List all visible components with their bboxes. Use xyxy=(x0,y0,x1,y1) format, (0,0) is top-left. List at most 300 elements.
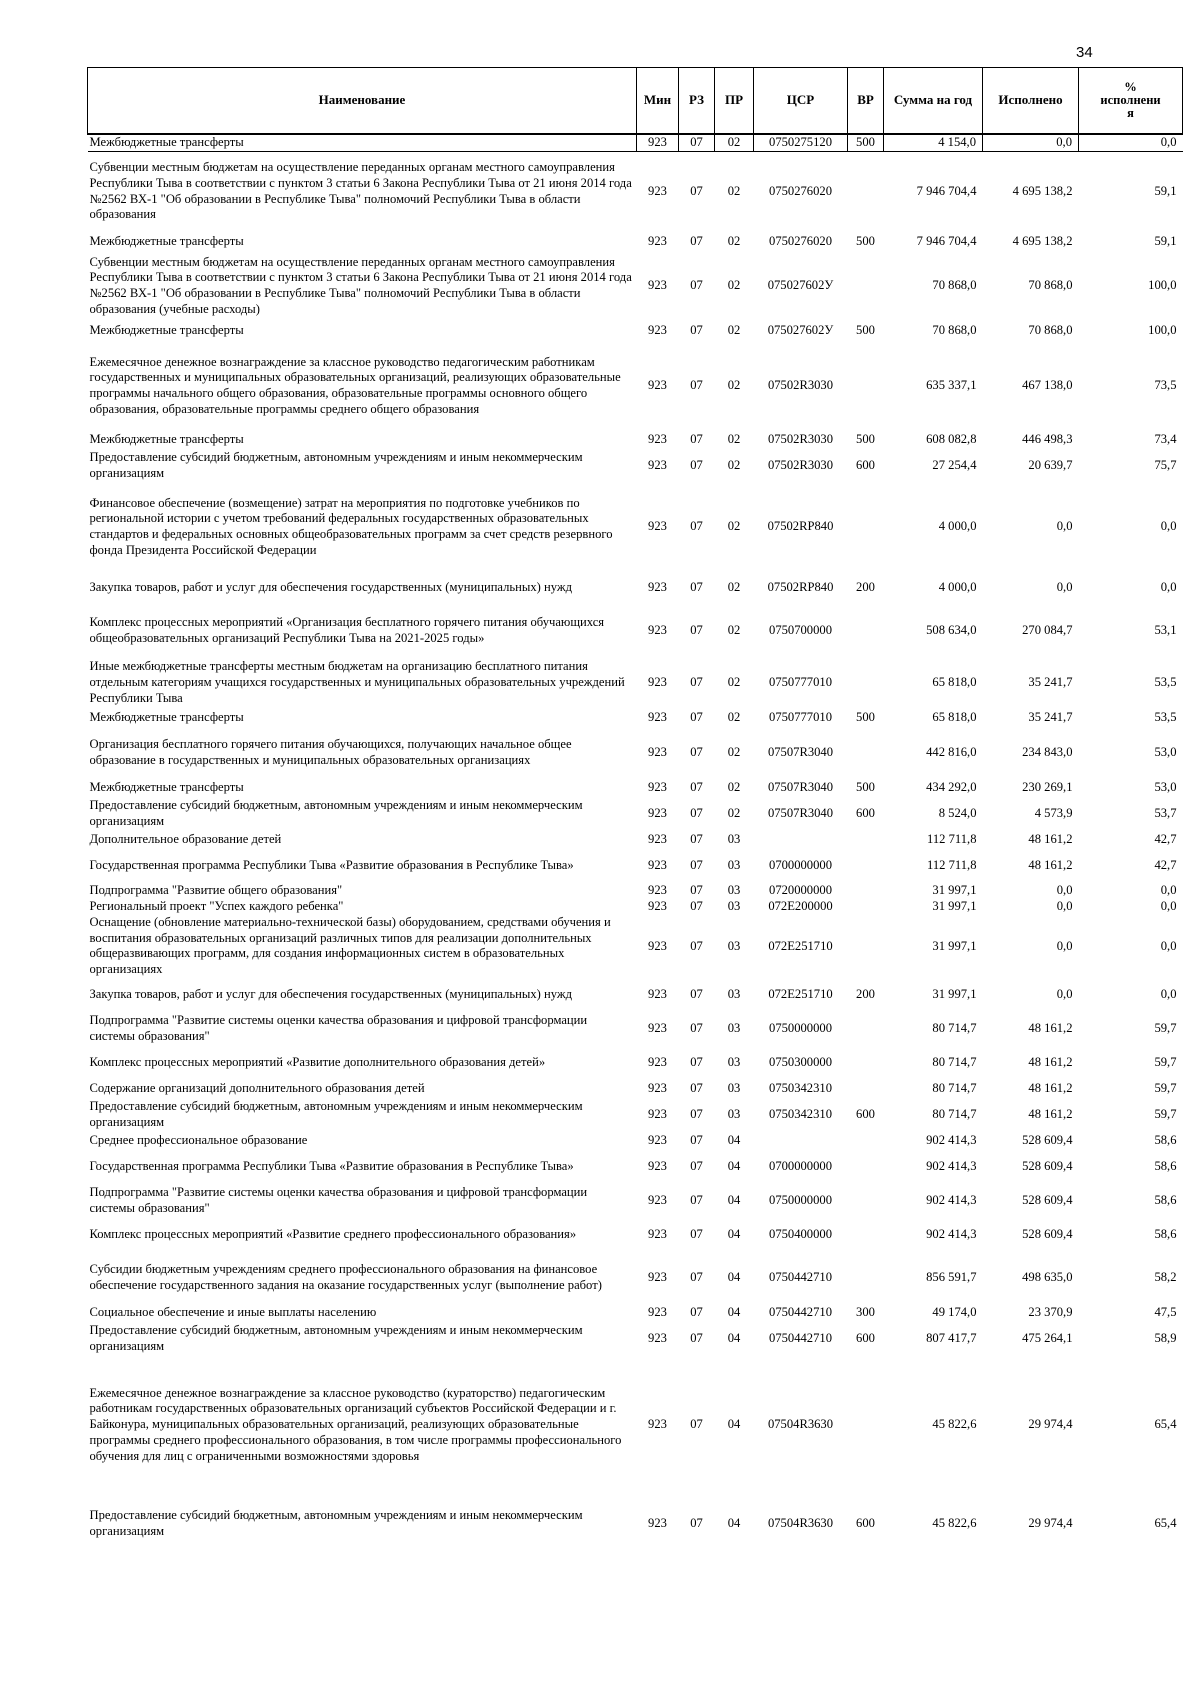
cell-rz: 07 xyxy=(690,899,703,914)
cell-sum: 112 711,8 xyxy=(927,832,977,847)
cell-rz: 07 xyxy=(690,458,703,473)
cell-pct: 53,0 xyxy=(1154,745,1177,760)
cell-min: 923 xyxy=(648,938,667,953)
cell-vr xyxy=(848,152,884,232)
cell-sum: 442 816,0 xyxy=(926,745,977,760)
cell-rz: 07 xyxy=(690,1107,703,1122)
cell-pct: 53,7 xyxy=(1154,806,1177,821)
cell-name: Дополнительное образование детей xyxy=(89,832,282,847)
table-body xyxy=(88,134,1183,1554)
cell-pr: 03 xyxy=(727,883,741,898)
cell-min: 923 xyxy=(648,623,667,638)
table-row xyxy=(88,449,1183,483)
cell-rz: 07 xyxy=(690,1516,703,1531)
cell-pct: 58,6 xyxy=(1154,1193,1177,1208)
cell-name: Предоставление субсидий бюджетным, автономным учреждениям и иным некоммерческим организациям xyxy=(89,1508,583,1538)
cell-vr: 500 xyxy=(848,134,884,152)
table-row xyxy=(88,320,1183,342)
header-name: Наименование xyxy=(88,68,637,135)
cell-min: 923 xyxy=(648,1133,667,1148)
table-row xyxy=(88,152,1183,232)
header-pct-line2: исполнени xyxy=(1100,92,1161,107)
cell-pr: 02 xyxy=(727,623,741,638)
cell-csr: 0750342310 xyxy=(769,1081,832,1096)
header-min: Мин xyxy=(637,68,679,135)
cell-min: 923 xyxy=(648,987,667,1002)
header-sum: Сумма на год xyxy=(884,68,983,135)
cell-pr: 02 xyxy=(727,278,741,293)
table-row xyxy=(88,849,1183,883)
cell-csr: 0750442710 xyxy=(769,1305,832,1320)
cell-name: Ежемесячное денежное вознаграждение за классное руководство педагогическим работникам государственных и муниципальных образовательных организаций, реализующих образовательные программы начального общего образования, образовательные программы основного общего образования, образовательные программы среднего общего образования xyxy=(89,354,621,416)
cell-vr xyxy=(848,1184,884,1218)
cell-sum: 8 524,0 xyxy=(938,806,977,821)
table-row xyxy=(88,899,1183,915)
cell-rz: 07 xyxy=(690,580,703,595)
cell-min: 923 xyxy=(648,710,667,725)
cell-sum: 65 818,0 xyxy=(932,675,977,690)
cell-rz: 07 xyxy=(690,519,703,534)
cell-name: Государственная программа Республики Тыва «Развитие образования в Республике Тыва» xyxy=(89,858,574,873)
cell-sum: 508 634,0 xyxy=(926,623,977,638)
cell-pct: 58,6 xyxy=(1154,1159,1177,1174)
cell-csr: 075027602У xyxy=(767,278,834,293)
table-row xyxy=(88,342,1183,430)
cell-rz: 07 xyxy=(690,832,703,847)
cell-done: 467 138,0 xyxy=(1022,378,1073,393)
cell-min: 923 xyxy=(648,378,667,393)
table-row xyxy=(88,1012,1183,1046)
cell-sum: 80 714,7 xyxy=(932,1081,977,1096)
cell-done: 0,0 xyxy=(983,134,1079,152)
cell-name: Государственная программа Республики Тыва «Развитие образования в Республике Тыва» xyxy=(89,1159,574,1174)
cell-sum: 902 414,3 xyxy=(926,1159,977,1174)
cell-sum: 608 082,8 xyxy=(926,431,977,446)
cell-name: Оснащение (обновление материально-технической базы) оборудованием, средствами обучения и воспитания образовательных организаций различных типов для реализации дополнительных общеразвивающих программ, для создания информационных систем в образовательных организациях xyxy=(89,915,611,977)
cell-rz: 07 xyxy=(690,623,703,638)
table-row xyxy=(88,1218,1183,1252)
cell-done: 0,0 xyxy=(1056,938,1073,953)
cell-sum: 807 417,7 xyxy=(926,1331,977,1346)
cell-csr: 0750442710 xyxy=(769,1270,832,1285)
cell-rz: 07 xyxy=(690,675,703,690)
table-row xyxy=(88,231,1183,252)
cell-csr: 072E251710 xyxy=(768,987,833,1002)
cell-done: 528 609,4 xyxy=(1022,1133,1073,1148)
cell-csr: 0750777010 xyxy=(769,710,832,725)
cell-done: 4 695 138,2 xyxy=(1012,233,1073,248)
cell-vr: 500 xyxy=(856,323,875,338)
cell-rz: 07 xyxy=(690,183,703,198)
cell-pct: 0,0 xyxy=(1160,883,1177,898)
cell-name: Предоставление субсидий бюджетным, автономным учреждениям и иным некоммерческим организациям xyxy=(89,450,583,480)
cell-name: Субвенции местным бюджетам на осуществление переданных органам местного самоуправления Республики Тыва в соответствии с пунктом 3 статьи 6 Закона Республики Тыва от 21 июня 2014 года №2562 ВХ-1 "Об образовании в Республике Тыва" полномочий Республики Тыва в области образования (учебные расходы) xyxy=(89,254,632,316)
cell-min: 923 xyxy=(648,858,667,873)
cell-done: 475 264,1 xyxy=(1022,1331,1073,1346)
cell-sum: 70 868,0 xyxy=(932,323,977,338)
cell-pct: 58,9 xyxy=(1154,1331,1177,1346)
cell-name: Межбюджетные трансферты xyxy=(89,710,244,725)
cell-rz: 07 xyxy=(690,883,703,898)
cell-pr: 02 xyxy=(727,378,741,393)
cell-done: 230 269,1 xyxy=(1022,780,1073,795)
cell-vr xyxy=(848,727,884,779)
cell-pr: 04 xyxy=(727,1305,741,1320)
cell-name: Субсидии бюджетным учреждениям среднего профессионального образования на финансовое обеспечение государственного задания на оказание государственных услуг (выполнение работ) xyxy=(89,1262,602,1292)
cell-name: Региональный проект "Успех каждого ребенка" xyxy=(89,899,344,914)
cell-csr: 07504R3630 xyxy=(767,1417,834,1432)
cell-pct: 0,0 xyxy=(1160,899,1177,914)
table-row xyxy=(88,430,1183,449)
cell-sum: 434 292,0 xyxy=(926,780,977,795)
table-row xyxy=(88,1356,1183,1494)
cell-min: 923 xyxy=(648,832,667,847)
cell-vr xyxy=(848,605,884,657)
cell-min: 923 xyxy=(648,899,667,914)
table-row xyxy=(88,1304,1183,1322)
table-row xyxy=(88,1132,1183,1150)
cell-name: Комплекс процессных мероприятий «Развитие среднего профессионального образования» xyxy=(89,1227,577,1242)
cell-pr: 03 xyxy=(727,1055,741,1070)
cell-pct: 0,0 xyxy=(1160,580,1177,595)
cell-vr: 600 xyxy=(856,1516,875,1531)
cell-pr: 02 xyxy=(715,134,754,152)
cell-sum: 112 711,8 xyxy=(927,858,977,873)
cell-pr: 04 xyxy=(727,1133,741,1148)
cell-pr: 04 xyxy=(727,1417,741,1432)
cell-rz: 07 xyxy=(690,233,703,248)
cell-pct: 59,1 xyxy=(1154,233,1177,248)
cell-vr: 600 xyxy=(856,1107,875,1122)
cell-sum: 4 154,0 xyxy=(884,134,983,152)
cell-sum: 49 174,0 xyxy=(932,1305,977,1320)
cell-name: Межбюджетные трансферты xyxy=(88,134,637,152)
cell-pr: 03 xyxy=(727,1081,741,1096)
cell-done: 0,0 xyxy=(1056,987,1073,1002)
cell-name: Подпрограмма "Развитие системы оценки качества образования и цифровой трансформации системы образования" xyxy=(89,1185,588,1215)
cell-csr: 07507R3040 xyxy=(767,745,834,760)
cell-pr: 03 xyxy=(727,858,741,873)
cell-rz: 07 xyxy=(690,1133,703,1148)
cell-pr: 04 xyxy=(727,1331,741,1346)
cell-done: 48 161,2 xyxy=(1028,1107,1073,1122)
cell-pct: 42,7 xyxy=(1154,858,1177,873)
cell-csr: 0750400000 xyxy=(769,1227,832,1242)
cell-pr: 02 xyxy=(727,519,741,534)
cell-csr: 07502R3030 xyxy=(767,431,834,446)
cell-rz: 07 xyxy=(690,1159,703,1174)
cell-min: 923 xyxy=(637,134,679,152)
cell-min: 923 xyxy=(648,183,667,198)
header-csr: ЦСР xyxy=(754,68,848,135)
table-row xyxy=(88,779,1183,797)
cell-name: Комплекс процессных мероприятий «Организация бесплатного горячего питания обучающихся общеобразовательных организаций Республики Тыва на 2021-2025 годы» xyxy=(89,615,605,645)
cell-pct: 53,0 xyxy=(1154,780,1177,795)
cell-min: 923 xyxy=(648,431,667,446)
cell-pct: 59,7 xyxy=(1154,1021,1177,1036)
cell-pr: 03 xyxy=(727,899,741,914)
table-row xyxy=(88,134,1183,152)
cell-name: Межбюджетные трансферты xyxy=(89,431,244,446)
cell-pct: 75,7 xyxy=(1154,458,1177,473)
cell-sum: 70 868,0 xyxy=(932,278,977,293)
cell-pct: 0,0 xyxy=(1160,938,1177,953)
header-done: Исполнено xyxy=(983,68,1079,135)
table-header-row xyxy=(88,68,1183,135)
cell-min: 923 xyxy=(648,323,667,338)
cell-min: 923 xyxy=(648,278,667,293)
cell-pr: 04 xyxy=(727,1159,741,1174)
cell-vr xyxy=(848,1252,884,1304)
cell-csr: 075027602У xyxy=(767,323,834,338)
cell-sum: 45 822,6 xyxy=(932,1516,977,1531)
cell-csr xyxy=(754,831,848,849)
table-row xyxy=(88,1252,1183,1304)
header-pct-line1: % xyxy=(1124,79,1137,94)
cell-csr xyxy=(754,1132,848,1150)
cell-vr xyxy=(848,849,884,883)
cell-done: 48 161,2 xyxy=(1028,1055,1073,1070)
cell-csr: 07502R3030 xyxy=(767,458,834,473)
cell-csr: 0750777010 xyxy=(769,675,832,690)
cell-sum: 902 414,3 xyxy=(926,1193,977,1208)
cell-done: 528 609,4 xyxy=(1022,1159,1073,1174)
cell-pr: 03 xyxy=(727,987,741,1002)
cell-name: Среднее профессиональное образование xyxy=(89,1133,308,1148)
header-rz: РЗ xyxy=(679,68,715,135)
cell-min: 923 xyxy=(648,1081,667,1096)
cell-sum: 65 818,0 xyxy=(932,710,977,725)
cell-min: 923 xyxy=(648,1021,667,1036)
table-row xyxy=(88,657,1183,709)
cell-pct: 100,0 xyxy=(1148,323,1177,338)
cell-pr: 02 xyxy=(727,458,741,473)
cell-vr xyxy=(848,883,884,899)
cell-csr: 072E200000 xyxy=(768,899,833,914)
cell-csr: 07507R3040 xyxy=(767,806,834,821)
cell-sum: 31 997,1 xyxy=(932,883,977,898)
cell-min: 923 xyxy=(648,806,667,821)
cell-name: Предоставление субсидий бюджетным, автономным учреждениям и иным некоммерческим организациям xyxy=(89,1099,583,1129)
cell-name: Подпрограмма "Развитие общего образования" xyxy=(89,883,343,898)
cell-vr xyxy=(848,1132,884,1150)
cell-rz: 07 xyxy=(690,806,703,821)
cell-pct: 73,5 xyxy=(1154,378,1177,393)
cell-rz: 07 xyxy=(690,378,703,393)
table-row xyxy=(88,571,1183,605)
cell-name: Субвенции местным бюджетам на осуществление переданных органам местного самоуправления Республики Тыва в соответствии с пунктом 3 статьи 6 Закона Республики Тыва от 21 июня 2014 года №2562 ВХ-1 "Об образовании в Республике Тыва" полномочий Республики Тыва в области образования xyxy=(89,160,632,222)
cell-name: Предоставление субсидий бюджетным, автономным учреждениям и иным некоммерческим организациям xyxy=(89,798,583,828)
cell-done: 20 639,7 xyxy=(1028,458,1073,473)
table-row xyxy=(88,483,1183,571)
cell-vr xyxy=(848,252,884,320)
cell-sum: 80 714,7 xyxy=(932,1021,977,1036)
cell-csr: 0750342310 xyxy=(769,1107,832,1122)
cell-done: 70 868,0 xyxy=(1028,278,1073,293)
table-row xyxy=(88,1150,1183,1184)
cell-vr xyxy=(848,483,884,571)
cell-rz: 07 xyxy=(690,1305,703,1320)
cell-pct: 42,7 xyxy=(1154,832,1177,847)
cell-pr: 02 xyxy=(727,233,741,248)
cell-vr: 500 xyxy=(856,431,875,446)
cell-done: 270 084,7 xyxy=(1022,623,1073,638)
cell-rz: 07 xyxy=(690,1331,703,1346)
cell-csr: 0700000000 xyxy=(769,1159,832,1174)
cell-pr: 02 xyxy=(727,745,741,760)
cell-name: Содержание организаций дополнительного образования детей xyxy=(89,1081,425,1096)
cell-sum: 7 946 704,4 xyxy=(916,183,977,198)
cell-rz: 07 xyxy=(690,323,703,338)
cell-done: 498 635,0 xyxy=(1022,1270,1073,1285)
cell-name: Подпрограмма "Развитие системы оценки качества образования и цифровой трансформации системы образования" xyxy=(89,1013,588,1043)
cell-vr: 500 xyxy=(856,233,875,248)
cell-pct: 58,6 xyxy=(1154,1133,1177,1148)
cell-sum: 7 946 704,4 xyxy=(916,233,977,248)
table-row xyxy=(88,797,1183,831)
cell-done: 23 370,9 xyxy=(1028,1305,1073,1320)
cell-csr: 0750276020 xyxy=(769,233,832,248)
table-row xyxy=(88,831,1183,849)
cell-name: Социальное обеспечение и иные выплаты населению xyxy=(89,1305,377,1320)
cell-pct: 59,7 xyxy=(1154,1055,1177,1070)
cell-rz: 07 xyxy=(690,938,703,953)
cell-min: 923 xyxy=(648,1227,667,1242)
cell-sum: 4 000,0 xyxy=(938,519,977,534)
cell-vr xyxy=(848,342,884,430)
cell-name: Комплекс процессных мероприятий «Развитие дополнительного образования детей» xyxy=(89,1055,546,1070)
cell-min: 923 xyxy=(648,1516,667,1531)
cell-csr: 0750300000 xyxy=(769,1055,832,1070)
cell-pct: 73,4 xyxy=(1154,431,1177,446)
cell-pr: 03 xyxy=(727,832,741,847)
cell-pr: 03 xyxy=(727,938,741,953)
cell-pr: 02 xyxy=(727,431,741,446)
cell-min: 923 xyxy=(648,580,667,595)
cell-rz: 07 xyxy=(690,1227,703,1242)
cell-csr: 0750276020 xyxy=(769,183,832,198)
cell-min: 923 xyxy=(648,233,667,248)
cell-done: 70 868,0 xyxy=(1028,323,1073,338)
cell-csr: 0750700000 xyxy=(769,623,832,638)
cell-pr: 02 xyxy=(727,806,741,821)
cell-pr: 02 xyxy=(727,323,741,338)
cell-done: 48 161,2 xyxy=(1028,858,1073,873)
cell-pct: 53,5 xyxy=(1154,675,1177,690)
cell-rz: 07 xyxy=(690,1055,703,1070)
cell-pr: 03 xyxy=(727,1021,741,1036)
cell-min: 923 xyxy=(648,458,667,473)
cell-pr: 03 xyxy=(727,1107,741,1122)
cell-vr xyxy=(848,899,884,915)
cell-pct: 65,4 xyxy=(1154,1417,1177,1432)
cell-vr: 600 xyxy=(856,458,875,473)
cell-csr: 0750000000 xyxy=(769,1193,832,1208)
cell-vr xyxy=(848,1080,884,1098)
cell-csr: 07502RP840 xyxy=(767,519,834,534)
table-row xyxy=(88,1098,1183,1132)
cell-min: 923 xyxy=(648,1305,667,1320)
cell-min: 923 xyxy=(648,675,667,690)
cell-done: 29 974,4 xyxy=(1028,1516,1073,1531)
cell-rz: 07 xyxy=(690,1193,703,1208)
cell-sum: 80 714,7 xyxy=(932,1055,977,1070)
cell-name: Организация бесплатного горячего питания обучающихся, получающих начальное общее образование в государственных и муниципальных образовательных организациях xyxy=(89,737,572,767)
cell-pr: 02 xyxy=(727,780,741,795)
cell-rz: 07 xyxy=(679,134,715,152)
cell-rz: 07 xyxy=(690,1417,703,1432)
cell-vr: 200 xyxy=(856,580,875,595)
cell-min: 923 xyxy=(648,780,667,795)
cell-pct: 58,6 xyxy=(1154,1227,1177,1242)
cell-vr: 600 xyxy=(856,806,875,821)
table-row xyxy=(88,709,1183,727)
cell-vr xyxy=(848,657,884,709)
cell-csr: 0750000000 xyxy=(769,1021,832,1036)
table-row xyxy=(88,605,1183,657)
cell-rz: 07 xyxy=(690,858,703,873)
cell-min: 923 xyxy=(648,1270,667,1285)
cell-vr xyxy=(848,1150,884,1184)
cell-vr xyxy=(848,831,884,849)
cell-csr: 0750275120 xyxy=(754,134,848,152)
table-row xyxy=(88,1184,1183,1218)
table-row xyxy=(88,727,1183,779)
cell-pct: 47,5 xyxy=(1154,1305,1177,1320)
cell-done: 234 843,0 xyxy=(1022,745,1073,760)
header-pr: ПР xyxy=(715,68,754,135)
cell-name: Закупка товаров, работ и услуг для обеспечения государственных (муниципальных) нужд xyxy=(89,987,572,1002)
header-vr: ВР xyxy=(848,68,884,135)
cell-sum: 31 997,1 xyxy=(932,938,977,953)
cell-done: 29 974,4 xyxy=(1028,1417,1073,1432)
cell-min: 923 xyxy=(648,1055,667,1070)
cell-done: 48 161,2 xyxy=(1028,1021,1073,1036)
cell-done: 48 161,2 xyxy=(1028,1081,1073,1096)
cell-vr: 500 xyxy=(856,710,875,725)
cell-sum: 856 591,7 xyxy=(926,1270,977,1285)
cell-pct: 0,0 xyxy=(1160,519,1177,534)
cell-csr: 072E251710 xyxy=(768,938,833,953)
cell-sum: 4 000,0 xyxy=(938,580,977,595)
cell-sum: 902 414,3 xyxy=(926,1133,977,1148)
cell-pct: 59,7 xyxy=(1154,1107,1177,1122)
table-row xyxy=(88,883,1183,899)
budget-table xyxy=(87,67,1183,1554)
table-row xyxy=(88,1494,1183,1554)
table-row xyxy=(88,978,1183,1012)
cell-pct: 65,4 xyxy=(1154,1516,1177,1531)
cell-done: 35 241,7 xyxy=(1028,675,1073,690)
cell-rz: 07 xyxy=(690,278,703,293)
header-pct xyxy=(1079,68,1183,135)
cell-pct: 100,0 xyxy=(1148,278,1177,293)
cell-name: Финансовое обеспечение (возмещение) затрат на мероприятия по подготовке учебников по региональной истории с учетом требований федеральных государственных образовательных стандартов и федеральных основных общеобразовательных программ за счет средств резервного фонда Президента Российской Федерации xyxy=(89,495,613,557)
cell-rz: 07 xyxy=(690,987,703,1002)
cell-min: 923 xyxy=(648,1107,667,1122)
table-row xyxy=(88,252,1183,320)
cell-name: Иные межбюджетные трансферты местным бюджетам на организацию бесплатного питания отдельным категориям учащихся государственных и муниципальных образовательных учреждений Республики Тыва xyxy=(89,659,625,705)
cell-min: 923 xyxy=(648,1159,667,1174)
cell-pr: 04 xyxy=(727,1227,741,1242)
cell-vr: 600 xyxy=(856,1331,875,1346)
cell-name: Предоставление субсидий бюджетным, автономным учреждениям и иным некоммерческим организациям xyxy=(89,1323,583,1353)
cell-sum: 902 414,3 xyxy=(926,1227,977,1242)
cell-rz: 07 xyxy=(690,780,703,795)
cell-pct: 0,0 xyxy=(1079,134,1183,152)
cell-pr: 02 xyxy=(727,675,741,690)
cell-sum: 80 714,7 xyxy=(932,1107,977,1122)
